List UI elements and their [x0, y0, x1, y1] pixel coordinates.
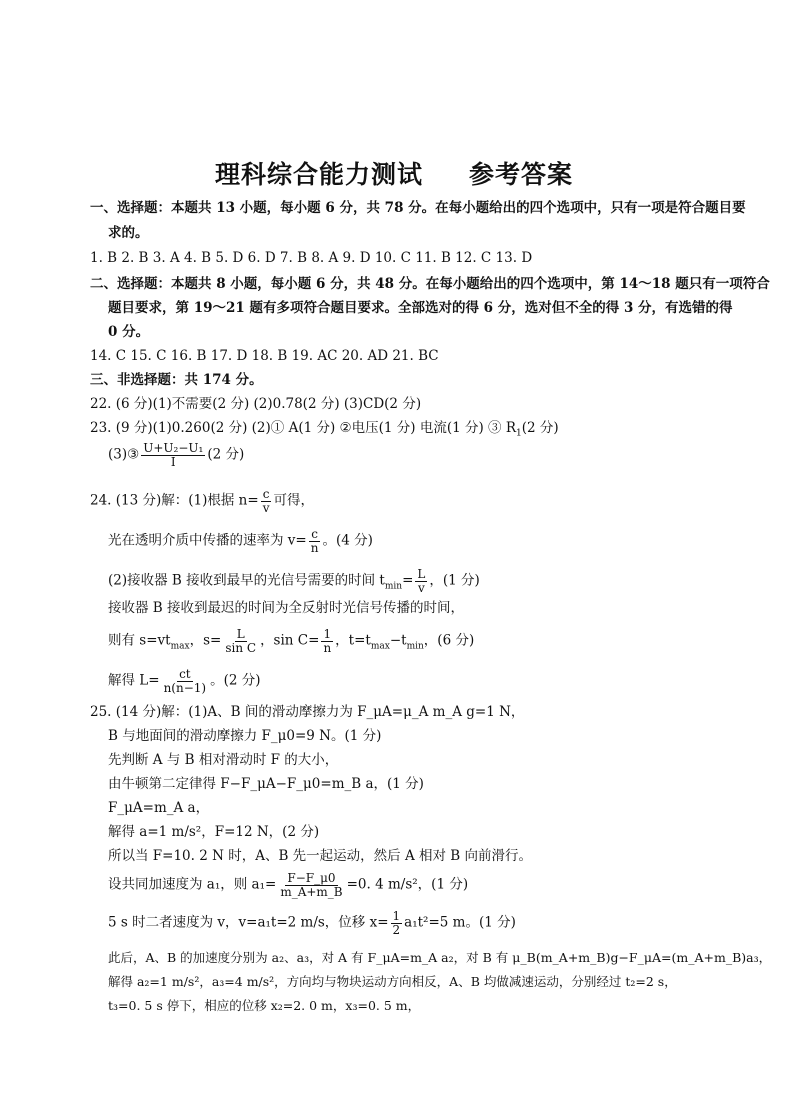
q25-l9-tail: a₁t²=5 m。(1 分)	[404, 914, 516, 931]
q24-l5-num2: 1	[323, 627, 332, 641]
section1-intro-line1: 一、选择题：本题共 13 小题，每小题 6 分，共 78 分。在每小题给出的四个选项中，只有一项是符合题目要	[90, 200, 746, 216]
q24-l2-den: n	[310, 540, 319, 555]
q23-text-a: 23. (9 分)(1)0.260(2 分) (2)① A(1 分) ②电压(1 分) 电流(1 分) ③ R	[90, 420, 516, 436]
q25-l9-den: 2	[392, 922, 401, 937]
title-right: 参考答案	[469, 160, 574, 189]
q24-l1-tail: 可得，	[273, 492, 314, 509]
q23-sub: 1	[516, 428, 522, 439]
q24-l5-sub3: min	[406, 641, 424, 652]
q24-line6	[108, 668, 261, 694]
q23-frac-num: U+U₂−U₁	[143, 441, 204, 455]
q24-l5-b: ，s=	[189, 632, 222, 649]
q24-l5-a: 则有 s=vt	[108, 632, 171, 649]
q24-l5-fraction2	[321, 628, 333, 654]
q24-l2-text: 光在透明介质中传播的速率为 v=	[108, 532, 307, 549]
q24-l5-e: −t	[389, 632, 407, 649]
q25-l8-num: F−F_μ0	[287, 871, 336, 885]
section2-answers: 14. C 15. C 16. B 17. D 18. B 19. AC 20. AD 21. BC	[90, 348, 439, 364]
q24-l6-fraction	[162, 668, 209, 694]
q23-fraction	[141, 442, 205, 468]
page-title	[215, 160, 573, 190]
q24-l1-den: v	[262, 500, 270, 515]
q23-prefix: (3)③	[108, 446, 140, 463]
q25-line8	[108, 872, 468, 898]
q24-l5-den2: n	[323, 640, 332, 655]
q25-line3: 先判断 A 与 B 相对滑动时 F 的大小，	[108, 752, 339, 768]
q25-line5: F_μA=m_A a，	[108, 800, 210, 816]
q25-line6: 解得 a=1 m/s²，F=12 N，(2 分)	[108, 824, 320, 840]
q24-l5-num1: L	[236, 627, 245, 641]
q24-line4: 接收器 B 接收到最迟的时间为全反射时光信号传播的时间，	[108, 600, 465, 616]
q25-l8-fraction	[278, 872, 344, 898]
q24-l5-sub1: max	[170, 641, 190, 652]
q25-line1: 25. (14 分)解：(1)A、B 间的滑动摩擦力为 F_μA=μ_A m_A g=1 N，	[90, 704, 525, 720]
section2-intro-line1: 二、选择题：本题共 8 小题，每小题 6 分，共 48 分。在每小题给出的四个选项中，第 14～18 题只有一项符合	[90, 276, 770, 292]
q24-line3	[108, 568, 480, 594]
q24-l3-eq: =	[402, 572, 414, 589]
q25-line7: 所以当 F=10. 2 N 时，A、B 先一起运动，然后 A 相对 B 向前滑行。	[108, 848, 533, 864]
q24-l3-text: (2)接收器 B 接收到最早的光信号需要的时间 t	[108, 572, 385, 589]
q22-answer: 22. (6 分)(1)不需要(2 分) (2)0.78(2 分) (3)CD(2 分)	[90, 396, 422, 412]
q24-l3-tail: ，(1 分)	[429, 572, 480, 589]
q24-l5-den1: sin C	[225, 640, 257, 655]
q24-line2	[108, 528, 373, 554]
q25-l8-tail: =0. 4 m/s²，(1 分)	[346, 876, 469, 893]
section1-answers: 1. B 2. B 3. A 4. B 5. D 6. D 7. B 8. A 9. D 10. C 11. B 12. C 13. D	[90, 250, 533, 266]
q24-l3-num: L	[417, 567, 426, 581]
q24-l2-tail: 。(4 分)	[322, 532, 373, 549]
q24-l6-den: n(n−1)	[163, 680, 207, 695]
q23-text-b: (2 分)	[521, 420, 559, 436]
q24-l3-fraction	[415, 568, 427, 594]
q25-l8-text: 设共同加速度为 a₁，则 a₁=	[108, 876, 277, 893]
q24-l2-fraction	[309, 528, 321, 554]
section1-intro-line2: 求的。	[108, 225, 149, 241]
q24-l3-sub: min	[384, 581, 403, 592]
q24-l1-fraction	[261, 488, 272, 514]
q24-l1-num: c	[262, 487, 270, 501]
q25-line10: 此后，A、B 的加速度分别为 a₂、a₃，对 A 有 F_μA=m_A a₂，对 B 有 μ_B(m_A+m_B)g−F_μA=(m_A+m_B)a₃，	[108, 950, 772, 965]
q24-line5	[108, 628, 474, 654]
q23-line1	[90, 420, 559, 439]
q24-line1	[90, 488, 314, 514]
q24-l1-text: 24. (13 分)解：(1)根据 n=	[90, 492, 259, 509]
q25-l9-text: 5 s 时二者速度为 v，v=a₁t=2 m/s，位移 x=	[108, 914, 389, 931]
q23-suffix: (2 分)	[207, 446, 245, 463]
q24-l2-num: c	[311, 527, 318, 541]
section2-intro-line2: 题目要求，第 19～21 题有多项符合题目要求。全部选对的得 6 分，选对但不全的得 3 分，有选错的得	[108, 300, 733, 316]
q24-l5-d: ，t=t	[335, 632, 371, 649]
q23-frac-den: I	[170, 454, 176, 469]
q25-l9-fraction	[391, 910, 403, 936]
q25-line9	[108, 910, 516, 936]
q24-l5-sub2: max	[370, 641, 390, 652]
q25-l9-num: 1	[392, 909, 401, 923]
q24-l5-fraction1	[223, 628, 258, 654]
q25-l8-den: m_A+m_B	[280, 884, 343, 899]
q24-l5-f: ，(6 分)	[423, 632, 475, 649]
q25-line4: 由牛顿第二定律得 F−F_μA−F_μ0=m_B a，(1 分)	[108, 776, 424, 792]
q24-l6-text: 解得 L=	[108, 672, 160, 689]
q25-line2: B 与地面间的滑动摩擦力 F_μ0=9 N。(1 分)	[108, 728, 382, 744]
q24-l3-den: v	[417, 580, 425, 595]
q23-line2	[108, 442, 244, 468]
title-left: 理科综合能力测试	[215, 160, 424, 189]
q24-l5-c: ，sin C=	[260, 632, 320, 649]
section3-intro: 三、非选择题：共 174 分。	[90, 372, 263, 388]
q24-l6-num: ct	[179, 667, 191, 681]
section2-intro-line3: 0 分。	[108, 324, 150, 340]
q25-line12: t₃=0. 5 s 停下，相应的位移 x₂=2. 0 m，x₃=0. 5 m，	[108, 998, 421, 1013]
q25-line11: 解得 a₂=1 m/s²，a₃=4 m/s²，方向均与物块运动方向相反，A、B 均做减速运动，分别经过 t₂=2 s，	[108, 974, 677, 989]
q24-l6-tail: 。(2 分)	[210, 672, 261, 689]
